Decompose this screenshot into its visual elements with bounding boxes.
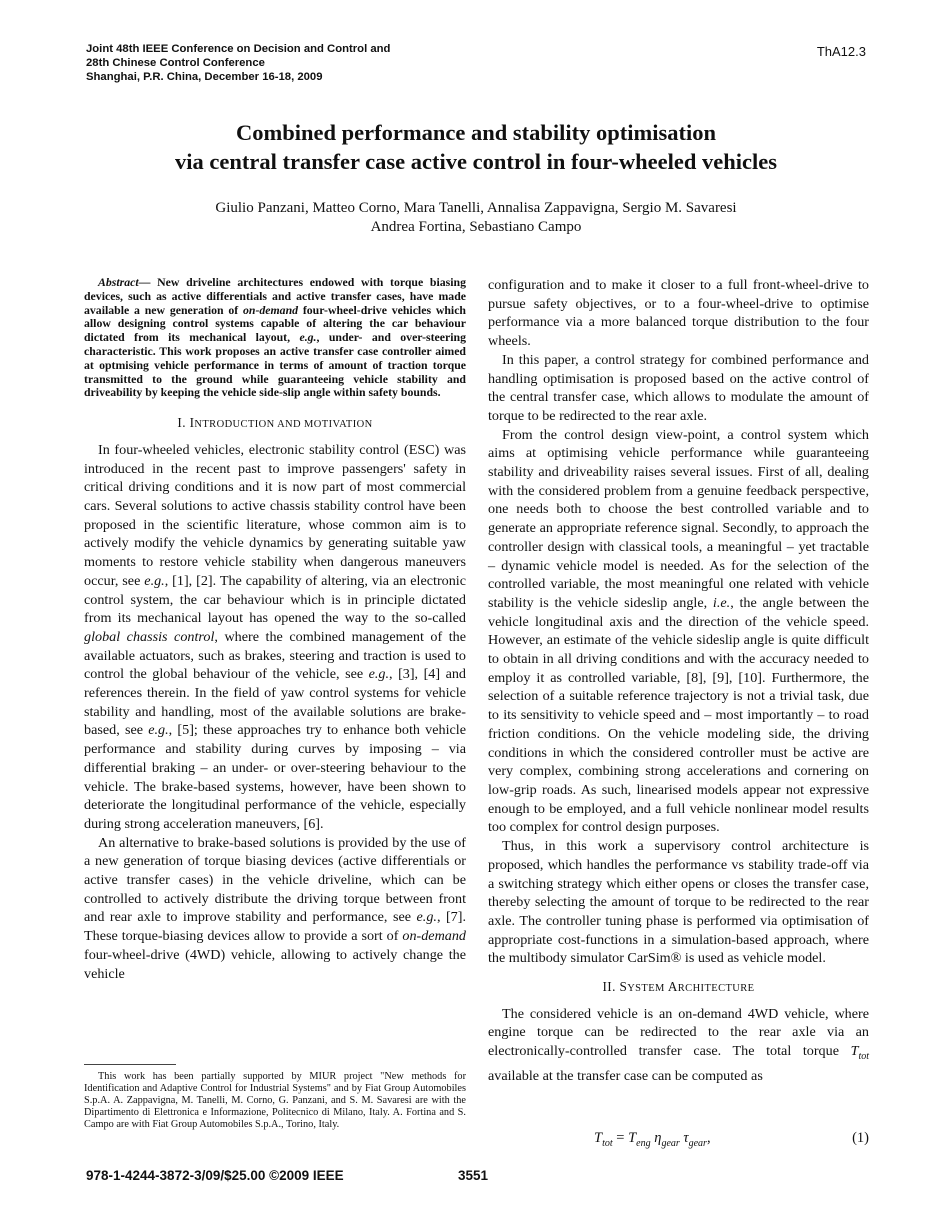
author-line: Andrea Fortina, Sebastiano Campo xyxy=(370,219,582,235)
body-paragraph: An alternative to brake-based solutions is provided by the use of a new generation of torque biasing devices (active differentials or active transfer cases) in the vehicle driveline, which can be controlled to actively distribute the driving torque between front and rear axle to improve stability and performance, see e.g., [7]. These torque-biasing devices allow to provide a sort of on-demand four-wheel-drive (4WD) vehicle, allowing to actively change the vehicle xyxy=(84,834,466,982)
section-heading-introduction: I. INTRODUCTION AND MOTIVATION xyxy=(177,415,373,431)
equation-expression: $T_{tot} = T_{eng}$ $\eta_{gear}$ $\tau_{gear}$, xyxy=(594,1130,711,1149)
right-column xyxy=(488,276,869,1085)
body-paragraph: Thus, in this work a supervisory control architecture is proposed, which handles the performance vs stability trade-off via a switching strategy which either opens or closes the transfer case, thereby selecting the amount of torque to be redirected to the rear axle. The controller tuning phase is performed via optimisation of appropriate cost-functions in a simulation-based approach, where the multibody simulator CarSim® is used as vehicle model. xyxy=(488,838,869,967)
author-line: Giulio Panzani, Matteo Corno, Mara Tanelli, Annalisa Zappavigna, Sergio M. Savaresi xyxy=(215,200,737,216)
abstract: Abstract— New driveline architectures endowed with torque biasing devices, such as active differentials and active transfer cases, have made available a new generation of on-demand four-wheel-drive vehicles which allow designing control systems capable of altering the car behaviour dictated from its mechanical layout, e.g., under- and over-steering characteristic. This work proposes an active transfer case controller aimed at optmising vehicle performance in terms of amount of traction torque transmitted to the ground while guaranteeing vehicle stability and driveability by keeping the vehicle side-slip angle within safety bounds. xyxy=(84,275,466,400)
body-paragraph: From the control design view-point, a control system which aims at optimising vehicle performance while guaranteeing stability and driveability raises several issues. First of all, dealing with the considered problem from a genuine feedback perspective, one needs both to choose the best controlled variable and to generate an appropriate reference signal. Secondly, to approach the controller design with classical tools, a meaningful – yet tractable – dynamic vehicle model is needed. As for the selection of the controlled variable, the most meaningful one related with vehicle stability is the vehicle sideslip angle, i.e., the angle between the vehicle longitudinal axis and the direction of the vehicle speed. However, an estimate of the vehicle sideslip angle is quite difficult to obtain in all driving conditions and with the accuracy needed to employ it as controlled variable, [8], [9], [10]. Furthermore, the selection of a suitable reference trajectory is not a trivial task, due to its sensitivity to vehicle speed and – most importantly – to road friction conditions. On the vehicle modeling side, the driving conditions in which the considered controller must be active are very complex, combining strong accelerations and cornering on low-grip roads. As such, linearised models appear not expressive enough to be employed, and a full vehicle nonlinear model results too complex for control design purposes. xyxy=(488,426,869,836)
conference-header xyxy=(86,42,390,84)
page-number: 3551 xyxy=(458,1168,489,1183)
title-line: Combined performance and stability optimisation xyxy=(235,120,716,145)
abstract-lead: Abstract xyxy=(98,275,139,289)
isbn-line: 978-1-4244-3872-3/09/$25.00 ©2009 IEEE xyxy=(86,1168,344,1183)
body-paragraph: In this paper, a control strategy for combined performance and handling optimisation is proposed based on the active control of the central transfer case, which allows to modulate the amount of torque to be redirected to the rear axle. xyxy=(488,351,869,424)
author-list xyxy=(0,199,952,237)
footnote: This work has been partially supported by MIUR project "New methods for Identification and Adaptive Control for Industrial Systems" and by Fiat Group Automobiles S.p.A. A. Zappavigna, M. Tanelli, M. Corno, G. Panzani, and S. M. Savaresi are with the Dipartimento di Elettronica e Informazione, Politecnico di Milano, Italy. A. Fortina and S. Campo are with Fiat Group Automobiles S.p.A., Torino, Italy. xyxy=(84,1071,466,1130)
paper-title xyxy=(0,118,952,176)
conference-line: 28th Chinese Control Conference xyxy=(86,57,265,69)
conference-line: Joint 48th IEEE Conference on Decision and Control and xyxy=(86,43,391,55)
body-paragraph: The considered vehicle is an on-demand 4WD vehicle, where engine torque can be redirected to the rear axle via an electronically-controlled transfer case. The total torque $T_{tot}$ available at the transfer case can be computed as xyxy=(488,1005,869,1084)
title-line: via central transfer case active control in four-wheeled vehicles xyxy=(175,149,777,174)
equation-number: (1) xyxy=(852,1130,869,1146)
section-heading-system-architecture: II. SYSTEM ARCHITECTURE xyxy=(602,979,755,995)
body-paragraph: In four-wheeled vehicles, electronic stability control (ESC) was introduced in the recent past to improve passengers' safety in critical driving conditions and it is now part of most commercial cars. Several solutions to active chassis stability control have been proposed in the scientific literature, whose common aim is to actively modify the vehicle dynamics by generating suitable yaw moments to restore vehicle stability when dangerous maneuvers occur, see e.g., [1], [2]. The capability of altering, via an electronic control system, the car behaviour which is in principle dictated from its mechanical layout has opened the way to the so-called global chassis control, where the combined management of the available actuators, such as brakes, steering and traction is used to control the global behaviour of the vehicle, see e.g., [3], [4] and references therein. In the field of yaw control systems for vehicle stability and handling, most of the available solutions are brake-based, see e.g., [5]; these approaches try to enhance both vehicle performance and stability during curves by imposing – via differential braking – an under- or over-steering behaviour to the vehicle. The brake-based systems, however, have been shown to deteriorate the longitudinal performance of the vehicle, especially during strong acceleration maneuvers, [6]. xyxy=(84,441,467,832)
left-column xyxy=(84,276,466,983)
body-paragraph: configuration and to make it closer to a full front-wheel-drive to pursue safety objectives, or to a four-wheel-drive to optimise performance via a more balanced torque distribution to the four wheels. xyxy=(488,277,869,350)
footnote-divider xyxy=(84,1064,176,1065)
conference-line: Shanghai, P.R. China, December 16-18, 2009 xyxy=(86,71,323,83)
session-code: ThA12.3 xyxy=(816,44,866,59)
